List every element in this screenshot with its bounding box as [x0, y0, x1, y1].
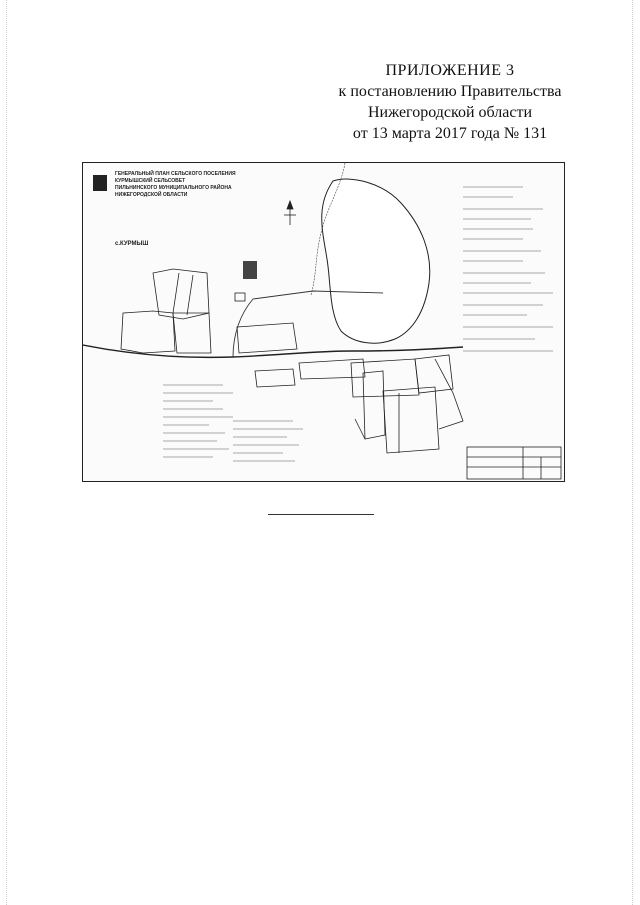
scan-edge-right: [632, 0, 634, 905]
lake-shape: [322, 179, 430, 343]
main-road: [83, 345, 463, 357]
map-title-line: НИЖЕГОРОДСКОЙ ОБЛАСТИ: [115, 192, 188, 198]
drawing-stamp: [467, 447, 561, 479]
map-title-line: КУРМЫШСКИЙ СЕЛЬСОВЕТ: [115, 178, 186, 184]
general-plan-map: [82, 162, 565, 482]
map-drawing: [83, 163, 564, 481]
appendix-title: ПРИЛОЖЕНИЕ 3: [385, 62, 515, 79]
hatched-zone: [243, 261, 257, 279]
map-notes: [163, 385, 303, 461]
map-title-line: ГЕНЕРАЛЬНЫЙ ПЛАН СЕЛЬСКОГО ПОСЕЛЕНИЯ: [115, 171, 236, 177]
appendix-line-resolution: к постановлению Правительства: [338, 83, 562, 100]
scan-edge-left: [6, 0, 8, 905]
north-arrow-icon: [284, 201, 296, 225]
appendix-line-date: от 13 марта 2017 года № 131: [352, 125, 548, 142]
map-logo-icon: [93, 175, 107, 191]
map-legend: [463, 187, 553, 351]
village-label: с.КУРМЫШ: [115, 241, 149, 247]
map-title: [115, 171, 315, 199]
appendix-header: [300, 60, 600, 144]
map-title-line: ПИЛЬНИНСКОГО МУНИЦИПАЛЬНОГО РАЙОНА: [115, 185, 232, 191]
separator-line: [268, 514, 374, 515]
appendix-line-region: Нижегородской области: [367, 104, 532, 121]
